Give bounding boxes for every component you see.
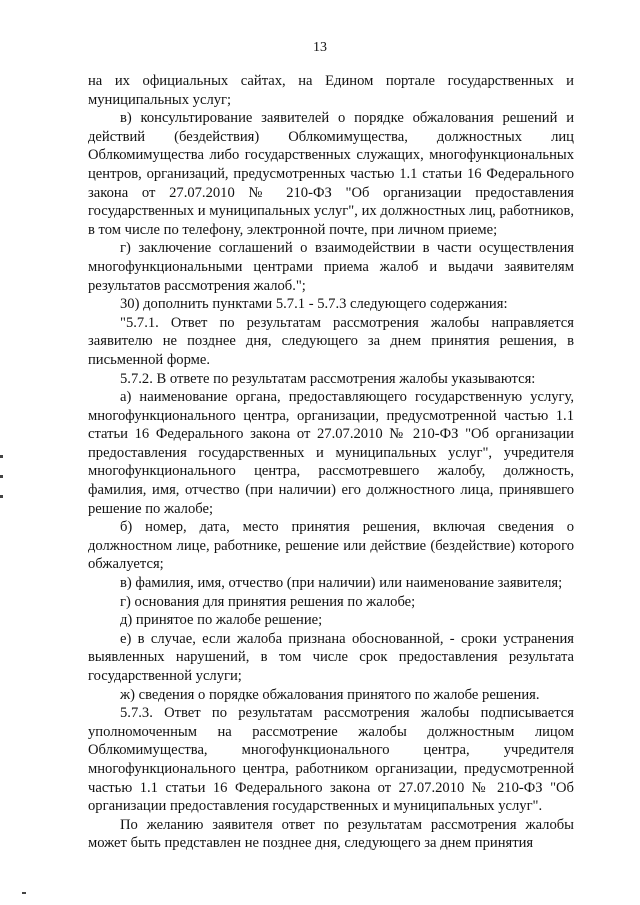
scan-mark [0, 475, 3, 478]
page-number: 13 [313, 40, 327, 55]
paragraph: 30) дополнить пунктами 5.7.1 - 5.7.3 следующего содержания: [120, 296, 508, 313]
paragraph: "5.7.1. Ответ по результатам рассмотрения жалобы направляется заявителю не позднее дня, следующего за днем принятия решения, в письменной форме. [88, 314, 574, 368]
paragraph: б) номер, дата, место принятия решения, включая сведения о должностном лице, работнике, решение или действие (бездействие) которого обжалуется; [88, 519, 574, 573]
paragraph: По желанию заявителя ответ по результатам рассмотрения жалобы может быть представлен не позднее дня, следующего за днем принятия [88, 816, 574, 852]
paragraph: 5.7.2. В ответе по результатам рассмотрения жалобы указываются: [120, 370, 536, 387]
paragraph: г) заключение соглашений о взаимодействии в части осуществления многофункциональными центрами приема жалоб и выдачи заявителям результатов рассмотрения жалоб."; [88, 240, 574, 294]
paragraph: д) принятое по жалобе решение; [120, 612, 323, 629]
paragraph: 5.7.3. Ответ по результатам рассмотрения жалобы подписывается уполномоченным на рассмотрение жалобы должностным лицом Облкомимущества, многофункционального центра, учредителя многофункционального центра, работником организации, предусмотренной частью 1.1 статьи 16 Федерального закона от 27.07.2010 № 210-ФЗ "Об организации предоставления государственных и муниципальных услуг". [88, 705, 574, 815]
scan-mark [0, 495, 3, 498]
scan-mark [0, 455, 3, 458]
paragraph: на их официальных сайтах, на Едином портале государственных и муниципальных услуг; [88, 73, 574, 108]
paragraph: ж) сведения о порядке обжалования принятого по жалобе решения. [120, 686, 540, 703]
paragraph: е) в случае, если жалоба признана обоснованной, - сроки устранения выявленных нарушений, в том числе срок предоставления результата государственной услуги; [88, 630, 574, 684]
paragraph: а) наименование органа, предоставляющего государственную услугу, многофункционального центра, организации, предусмотренной частью 1.1 статьи 16 Федерального закона от 27.07.2010 № 210-ФЗ "Об организации предоставления государственных и муниципальных услуг", учредителя многофункционального центра, рассмотревшего жалобу, должность, фамилия, имя, отчество (при наличии) его должностного лица, принявшего решение по жалобе; [88, 389, 574, 517]
document-body [88, 72, 574, 853]
paragraph: в) консультирование заявителей о порядке обжалования решений и действий (бездействия) Облкомимущества, должностных лиц Облкомимущества либо государственных служащих, многофункциональных центров, организаций, предусмотренных частью 1.1 статьи 16 Федерального закона от 27.07.2010 № 210-ФЗ "Об организации предоставления государственных и муниципальных услуг", их должностных лиц, работников, в том числе по телефону, электронной почте, при личном приеме; [88, 110, 574, 238]
paragraph: в) фамилия, имя, отчество (при наличии) или наименование заявителя; [120, 575, 563, 592]
paragraph: г) основания для принятия решения по жалобе; [120, 593, 416, 610]
scan-mark [22, 892, 26, 894]
